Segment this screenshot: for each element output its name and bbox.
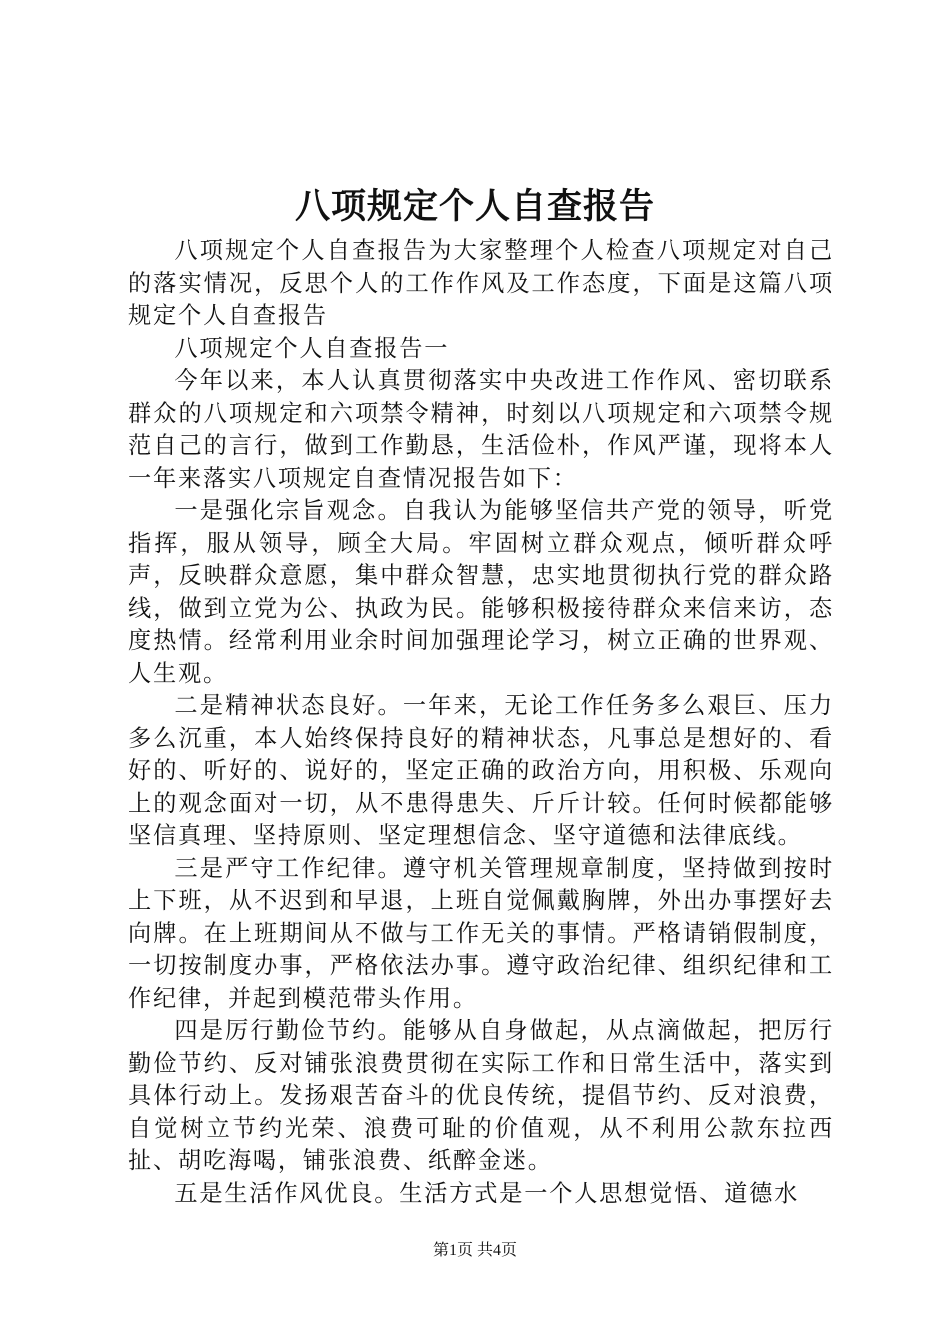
paragraph-point-three: 三是严守工作纪律。遵守机关管理规章制度，坚持做到按时上下班，从不迟到和早退，上班自觉佩戴胸牌，外出办事摆好去向牌。在上班期间从不做与工作无关的事情。严格请销假制度，一切按制度办事，严格依法办事。遵守政治纪律、组织纪律和工作纪律，并起到模范带头作用。 [128,854,834,1012]
paragraph-point-four: 四是厉行勤俭节约。能够从自身做起，从点滴做起，把厉行勤俭节约、反对铺张浪费贯彻在实际工作和日常生活中，落实到具体行动上。发扬艰苦奋斗的优良传统，提倡节约、反对浪费，自觉树立节约光荣、浪费可耻的价值观，从不利用公款东拉西扯、胡吃海喝，铺张浪费、纸醉金迷。 [128,1017,834,1174]
paragraph-point-two: 二是精神状态良好。一年来，无论工作任务多么艰巨、压力多么沉重，本人始终保持良好的精神状态，凡事总是想好的、看好的、听好的、说好的，坚定正确的政治方向，用积极、乐观向上的观念面对一切，从不患得患失、斤斤计较。任何时候都能够坚信真理、坚持原则、坚定理想信念、坚守道德和法律底线。 [128,692,834,849]
page-footer: 第1页 共4页 [432,1242,517,1259]
paragraph-report-heading: 八项规定个人自查报告一 [174,334,450,362]
paragraph-point-one: 一是强化宗旨观念。自我认为能够坚信共产党的领导，听党指挥，服从领导，顾全大局。牢固树立群众观点，倾听群众呼声，反映群众意愿，集中群众智慧，忠实地贯彻执行党的群众路线，做到立党为公、执政为民。能够积极接待群众来信来访，态度热情。经常利用业余时间加强理论学习，树立正确的世界观、人生观。 [128,497,834,687]
paragraph-opening: 今年以来，本人认真贯彻落实中央改进工作作风、密切联系群众的八项规定和六项禁令精神，时刻以八项规定和六项禁令规范自己的言行，做到工作勤恳，生活俭朴，作风严谨，现将本人一年来落实八项规定自查情况报告如下： [128,367,834,492]
document-title: 八项规定个人自查报告 [294,186,655,227]
paragraph-intro: 八项规定个人自查报告为大家整理个人检查八项规定对自己的落实情况，反思个人的工作作风及工作态度，下面是这篇八项规定个人自查报告 [128,237,834,329]
paragraph-point-five: 五是生活作风优良。生活方式是一个人思想觉悟、道德水 [174,1179,800,1207]
document-body [128,235,834,1210]
